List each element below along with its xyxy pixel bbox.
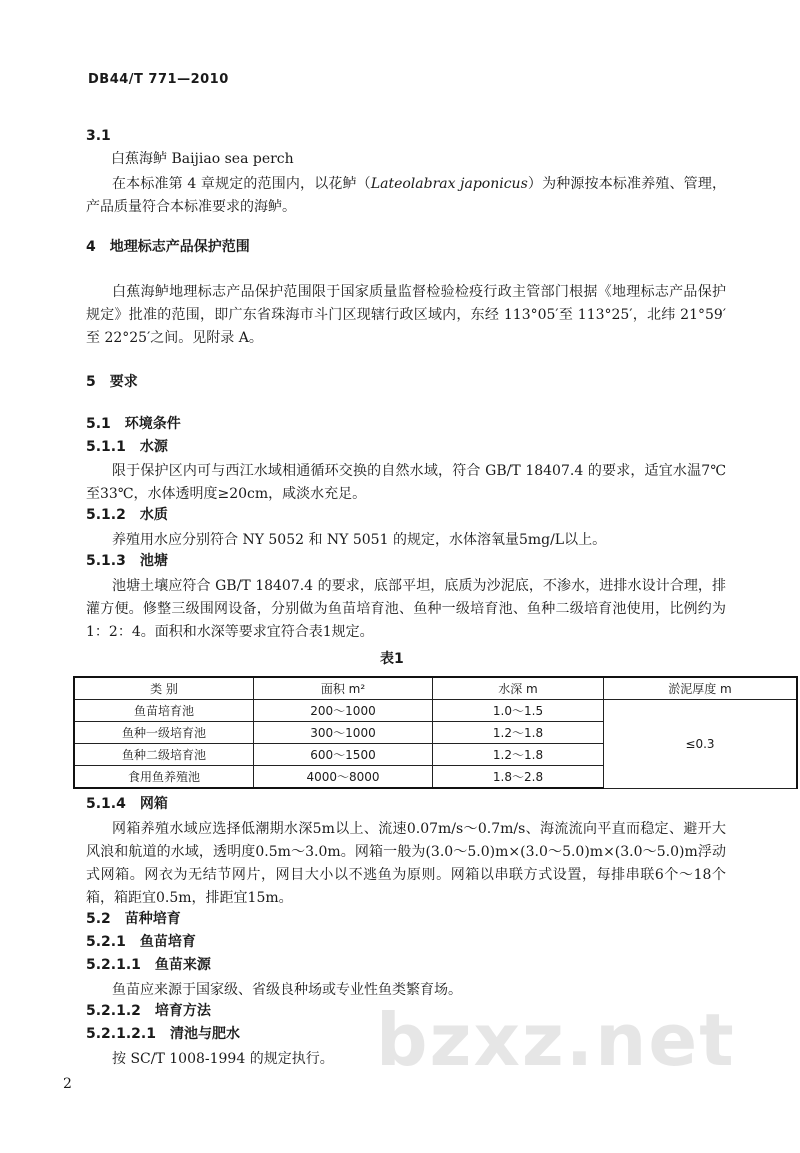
table-cell: 1.2～1.8	[433, 744, 604, 766]
section-body: 限于保护区内可与西江水域相通循环交换的自然水域，符合 GB/T 18407.4 的要求，适宜水温7℃至33℃，水体透明度≥20cm，咸淡水充足。	[86, 463, 726, 502]
section-body: 网箱养殖水域应选择低潮期水深5m以上、流速0.07m/s～0.7m/s、海流流向平直而稳定、避开大风浪和航道的水域，透明度0.5m～3.0m。网箱一般为(3.0～5.0)m×(3.0～5.0)m×(3.0～5.0)m浮动式网箱。网衣为无结节网片，网目大小以不逃鱼为原则。网箱以串联方式设置，每排串联6个～18个箱，箱距宜0.5m，排距宜15m。	[86, 821, 726, 906]
section-body: 鱼苗应来源于国家级、省级良种场或专业性鱼类繁育场。	[112, 982, 462, 998]
table-header-row	[74, 677, 797, 700]
term-definition	[86, 173, 726, 219]
table-cell: 鱼种一级培育池	[74, 722, 254, 744]
table-cell: 鱼种二级培育池	[74, 744, 254, 766]
section-body: 养殖用水应分别符合 NY 5052 和 NY 5051 的规定，水体溶氧量5mg/L以上。	[112, 532, 607, 548]
subsection-heading: 5.2.1.1 鱼苗来源	[86, 957, 211, 973]
table-cell: 鱼苗培育池	[74, 700, 254, 722]
section-body: 白蕉海鲈地理标志产品保护范围限于国家质量监督检验检疫行政主管部门根据《地理标志产品保护规定》批准的范围，即广东省珠海市斗门区现辖行政区域内，东经 113°05′至 113°25′，北纬 21°59′至 22°25′之间。见附录 A。	[86, 284, 726, 346]
subsection-heading: 5.1.4 网箱	[86, 796, 168, 812]
table-cell: 600～1500	[254, 744, 433, 766]
table-1	[73, 676, 798, 789]
subsection-heading: 5.2.1.2.1 清池与肥水	[86, 1026, 240, 1042]
subsection-heading: 5.2 苗种培育	[86, 911, 181, 927]
section-heading: 5 要求	[86, 374, 138, 390]
table-cell: 4000～8000	[254, 766, 433, 789]
subsection-heading: 5.2.1.2 培育方法	[86, 1003, 211, 1019]
latin-name: Lateolabrax japonicus	[370, 176, 528, 192]
table-cell: 1.8～2.8	[433, 766, 604, 789]
table-caption: 表1	[380, 651, 404, 667]
document-id: DB44/T 771—2010	[88, 72, 229, 87]
section-body: 池塘土壤应符合 GB/T 18407.4 的要求，底部平坦，底质为沙泥底，不渗水，进排水设计合理，排灌方便。修整三级围网设备，分别做为鱼苗培育池、鱼种一级培育池、鱼种二级培育池使用，比例约为1：2：4。面积和水深等要求宜符合表1规定。	[86, 578, 726, 640]
section-body: 按 SC/T 1008-1994 的规定执行。	[112, 1051, 334, 1067]
definition-text-post: ）为种源按本标准养殖、管理，产品质量符合本标准要求的海鲈。	[86, 176, 726, 215]
table-header-cell: 水深 m	[433, 677, 604, 700]
page-number: 2	[63, 1076, 72, 1092]
subsection-heading: 5.2.1 鱼苗培育	[86, 934, 196, 950]
section-heading: 4 地理标志产品保护范围	[86, 239, 250, 255]
table-cell: 1.2～1.8	[433, 722, 604, 744]
table-row	[74, 700, 797, 722]
table-cell: 1.0～1.5	[433, 700, 604, 722]
table-header-cell: 淤泥厚度 m	[604, 677, 798, 700]
table-header-cell: 类 别	[74, 677, 254, 700]
subsection-heading: 5.1.3 池塘	[86, 553, 168, 569]
term-entry: 白蕉海鲈 Baijiao sea perch	[111, 151, 294, 167]
table-cell: 300～1000	[254, 722, 433, 744]
subsection-heading: 5.1 环境条件	[86, 416, 181, 432]
table-header-cell: 面积 m²	[254, 677, 433, 700]
table-cell: 200～1000	[254, 700, 433, 722]
watermark: bzxz.net	[376, 998, 736, 1082]
clause-number: 3.1	[86, 128, 111, 144]
subsection-heading: 5.1.2 水质	[86, 507, 168, 523]
subsection-heading: 5.1.1 水源	[86, 439, 168, 455]
definition-text-pre: 在本标准第 4 章规定的范围内，以花鲈（	[112, 176, 371, 192]
table-merged-cell: ≤0.3	[604, 700, 798, 789]
table-cell: 食用鱼养殖池	[74, 766, 254, 789]
